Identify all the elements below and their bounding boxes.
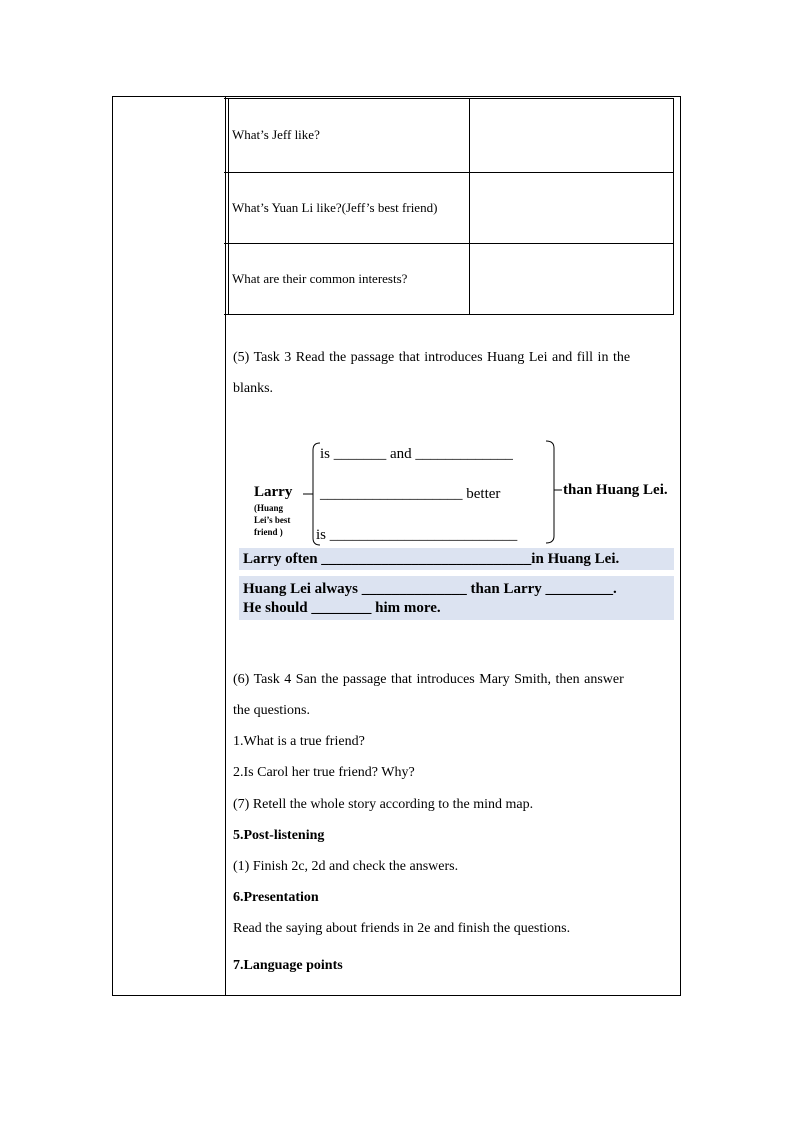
answer-cell-common-interests[interactable] bbox=[475, 271, 665, 291]
outer-column-divider bbox=[225, 96, 226, 996]
language-points-heading: 7.Language points bbox=[233, 958, 343, 973]
question-yuan-li: What’s Yuan Li like?(Jeff’s best friend) bbox=[232, 200, 438, 215]
answer-cell-yuan-li[interactable] bbox=[475, 200, 665, 220]
inner-right-border bbox=[673, 98, 674, 315]
inner-bottom-border bbox=[224, 314, 674, 315]
retell-instruction: (7) Retell the whole story according to the mind map. bbox=[233, 797, 534, 812]
task4-line1: (6) Task 4 San the passage that introduces Mary Smith, then answer bbox=[233, 672, 624, 687]
presentation-text: Read the saying about friends in 2e and finish the questions. bbox=[233, 921, 571, 936]
outer-top-border bbox=[112, 96, 681, 97]
post-listening-heading: 5.Post-listening bbox=[233, 828, 325, 843]
task4-question-2: 2.Is Carol her true friend? Why? bbox=[233, 765, 415, 780]
inner-row-divider-2 bbox=[224, 243, 674, 244]
task4-line2: the questions. bbox=[233, 703, 310, 718]
inner-left-border bbox=[228, 98, 229, 315]
presentation-heading: 6.Presentation bbox=[233, 890, 319, 905]
diagram-row-1: is _______ and _____________ bbox=[320, 446, 513, 462]
outer-bottom-border bbox=[112, 995, 681, 996]
inner-column-divider bbox=[469, 98, 470, 315]
right-bracket bbox=[546, 441, 554, 543]
sentence-2-line-1: Huang Lei always ______________ than Larry _________. bbox=[243, 581, 617, 597]
diagram-row-2: ___________________ better bbox=[320, 486, 501, 502]
task3-line2: blanks. bbox=[233, 381, 274, 396]
diagram-row-3: is _________________________ bbox=[316, 527, 518, 543]
post-listening-item: (1) Finish 2c, 2d and check the answers. bbox=[233, 859, 459, 874]
diagram-subject-note-2: Lei’s best bbox=[254, 515, 291, 525]
outer-right-border bbox=[680, 96, 681, 996]
outer-left-border bbox=[112, 96, 113, 996]
question-common-interests: What are their common interests? bbox=[232, 271, 408, 286]
task4-question-1: 1.What is a true friend? bbox=[233, 734, 365, 749]
diagram-subject-note-3: friend ) bbox=[254, 527, 283, 537]
diagram-subject-note-1: (Huang bbox=[254, 503, 284, 513]
inner-top-border bbox=[224, 98, 674, 99]
inner-row-divider-1 bbox=[224, 172, 674, 173]
question-jeff: What’s Jeff like? bbox=[232, 127, 320, 142]
answer-cell-jeff[interactable] bbox=[475, 127, 665, 147]
diagram-subject: Larry bbox=[254, 484, 293, 500]
sentence-2-line-2: He should ________ him more. bbox=[243, 600, 441, 616]
diagram-suffix: than Huang Lei. bbox=[563, 482, 668, 498]
task3-line1: (5) Task 3 Read the passage that introduces Huang Lei and fill in the bbox=[233, 350, 631, 365]
sentence-1: Larry often ____________________________in Huang Lei. bbox=[243, 551, 620, 567]
